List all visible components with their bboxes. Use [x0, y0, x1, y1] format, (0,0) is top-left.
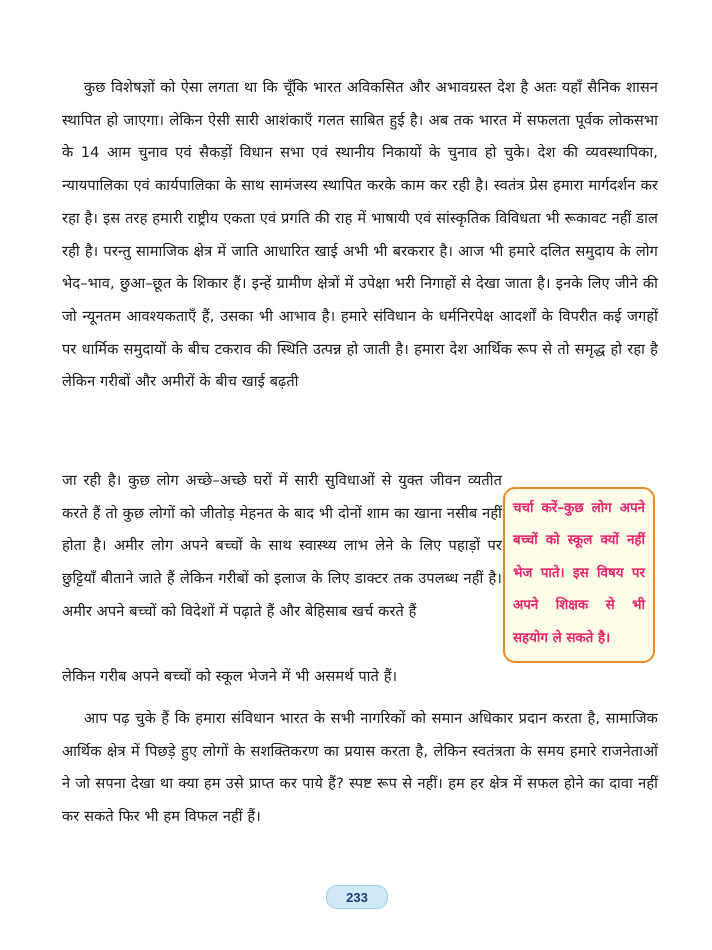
paragraph-2-text: आप पढ़ चुके हैं कि हमारा संविधान भारत के सभी नागरिकों को समान अधिकार प्रदान करता है, सामाजिक आर्थिक क्षेत्र में पिछड़े हुए लोगों के सशक्तिकरण का प्रयास करता है, लेकिन स्वतंत्रता के समय हमारे राजनेताओं ने जो सपना देखा था क्या हम उसे प्राप्त कर पाये हैं? स्पष्ट रूप से नहीं। हम हर क्षेत्र में सफल होने का दावा नहीं कर सकते फिर भी हम विफल नहीं हैं। [62, 710, 658, 826]
discussion-callout-box [503, 487, 655, 663]
page-number-badge [326, 885, 388, 909]
paragraph-1-end: लेकिन गरीब अपने बच्चों को स्कूल भेजने में भी असमर्थ पाते हैं। [62, 668, 398, 685]
page-number: 233 [346, 889, 368, 905]
paragraph-1 [62, 72, 658, 399]
paragraph-1-text: कुछ विशेषज्ञों को ऐसा लगता था कि चूँकि भारत अविकसित और अभावग्रस्त देश है अतः यहाँ सैनिक शासन स्थापित हो जाएगा। लेकिन ऐसी सारी आशंकाएँ गलत साबित हुई है। अब तक भारत में सफलता पूर्वक लोकसभा के 14 आम चुनाव एवं सैकड़ों विधान सभा एवं स्थानीय निकायों के चुनाव हो चुके। देश की व्यवस्थापिका, न्यायपालिका एवं कार्यपालिका के साथ सामंजस्य स्थापित करके काम कर रही है। स्वतंत्र प्रेस हमारा मार्गदर्शन कर रहा है। इस तरह हमारी राष्ट्रीय एकता एवं प्रगति की राह में भाषायी एवं सांस्कृतिक विविधता भी रूकावट नहीं डाल रही है। परन्तु सामाजिक क्षेत्र में जाति आधारित खाई अभी भी बरकरार है। आज भी हमारे दलित समुदाय के लोग भेद–भाव, छुआ–छूत के शिकार हैं। इन्हें ग्रामीण क्षेत्रों में उपेक्षा भरी निगाहों से देखा जाता है। इनके लिए जीने की जो न्यूनतम आवश्यकताएँ हैं, उसका भी आभाव है। हमारे संविधान के धर्मनिरपेक्ष आदर्शों के विपरीत कई जगहों पर धार्मिक समुदायों के बीच टकराव की स्थिति उत्पन्न हो जाती है। हमारा देश आर्थिक रूप से तो समृद्ध हो रहा है लेकिन गरीबों और अमीरों के बीच खाई बढ़ती [62, 79, 658, 391]
paragraph-1-beside-callout: जा रही है। कुछ लोग अच्छे–अच्छे घरों में सारी सुविधाओं से युक्त जीवन व्यतीत करते हैं तो कुछ लोगों को जीतोड़ मेहनत के बाद भी दोनों शाम का खाना नसीब नहीं होता है। अमीर लोग अपने बच्चों के साथ स्वास्थ्य लाभ लेने के लिए पहाड़ों पर छुट्टियाँ बीताने जाते हैं लेकिन गरीबों को इलाज के लिए डाक्टर तक उपलब्ध नहीं है। अमीर अपने बच्चों को विदेशों में पढ़ाते हैं और बेहिसाब खर्च करते हैं [62, 472, 502, 620]
callout-text: चर्चा करें–कुछ लोग अपने बच्चों को स्कूल क्यों नहीं भेज पाते। इस विषय पर अपने शिक्षक से भी सहयोग ले सकते है। [513, 501, 645, 646]
paragraph-2 [62, 703, 658, 834]
